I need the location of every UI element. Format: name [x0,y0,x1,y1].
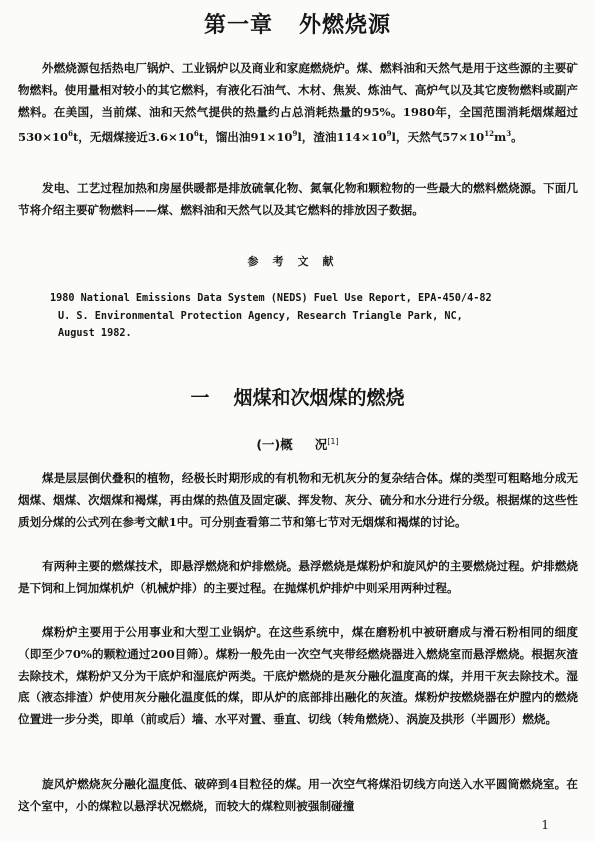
body-paragraph-2: 有两种主要的燃煤技术，即悬浮燃烧和炉排燃烧。悬浮燃烧是煤粉炉和旋风炉的主要燃烧过程。炉排燃烧是下饲和上饲加煤机炉（机械炉排）的主要过程。在抛煤机炉排炉中则采用两种过程。 [18,559,578,595]
reference-line-1: 1980 National Emissions Data System (NEDS) Fuel Use Report, EPA-450/4-82 [50,293,492,304]
reference-line-3: August 1982. [58,328,132,339]
reference-entry [50,290,570,343]
chapter-name: 外燃烧源 [299,13,392,38]
body-paragraph-3: 煤粉炉主要用于公用事业和大型工业锅炉。在这些系统中，煤在磨粉机中被研磨成与滑石粉相同的细度（即至少70%的颗粒通过200目筛）。煤粉一般先由一次空气夹带经燃烧器进入燃烧室而悬浮燃烧。根据灰渣去除技术，煤粉炉又分为干底炉和湿底炉两类。干底炉燃烧的是灰分融化温度高的煤，并用干灰去除技术。湿底（液态排渣）炉使用灰分融化温度低的煤，即从炉的底部排出融化的灰渣。煤粉炉按燃烧器在炉膛内的燃烧位置进一步分类，即单（前或后）墙、水平对置、垂直、切线（转角燃烧）、涡旋及拱形（半圆形）燃烧。 [18,625,578,727]
section-title [0,383,595,410]
intro-paragraph-1: 外燃烧源包括热电厂锅炉、工业锅炉以及商业和家庭燃烧炉。煤、燃料油和天然气是用于这些源的主要矿物燃料。使用量相对较小的其它燃料，有液化石油气、木材、焦炭、炼油气、高炉气以及其它废物燃料或副产燃料。在美国，当前煤、油和天然气提供的热量约占总消耗热量的95%。1980年，全国范围消耗烟煤超过$530\times 10^6t$，无烟煤接近$3.6\times 10^6t$，馏出油$91\times 10^9l$，渣油$114\times 10^9l$，天然气$57\times 10^{12}m^3$。 [18,61,578,145]
subsection-ref: [1] [327,436,339,446]
intro-paragraph-2: 发电、工艺过程加热和房屋供暖都是排放硫氧化物、氮氧化物和颗粒物的一些最大的燃料燃烧源。下面几节将介绍主要矿物燃料——煤、燃料油和天然气以及其它燃料的排放因子数据。 [18,181,578,217]
section-number: 一 [190,387,210,409]
subsection-number: (一) [256,437,281,452]
section-name: 烟煤和次烟煤的燃烧 [233,387,405,409]
body-paragraph-1: 煤是层层倒伏叠积的植物，经极长时期形成的有机物和无机灰分的复杂结合体。煤的类型可粗略地分成无烟煤、烟煤、次烟煤和褐煤，再由煤的热值及固定碳、挥发物、灰分、硫分和水分进行分级。根据煤的这些性质划分煤的公式列在参考文献1中。可分别查看第二节和第七节对无烟煤和褐煤的讨论。 [18,471,578,529]
subsection-title: (一)概 况[1] [256,436,339,452]
page-number: 1 [541,818,549,832]
reference-line-2: U. S. Environmental Protection Agency, Research Triangle Park, NC, [58,310,463,322]
references-heading: 参考文献 [247,255,348,268]
chapter-title [0,8,595,39]
body-paragraph-4: 旋风炉燃烧灰分融化温度低、破碎到4目粒径的煤。用一次空气将煤沿切线方向送入水平圆筒燃烧室。在这个室中，小的煤粒以悬浮状况燃烧，而较大的煤粒则被强制碰撞 [18,777,578,813]
chapter-number: 第一章 [203,13,273,38]
